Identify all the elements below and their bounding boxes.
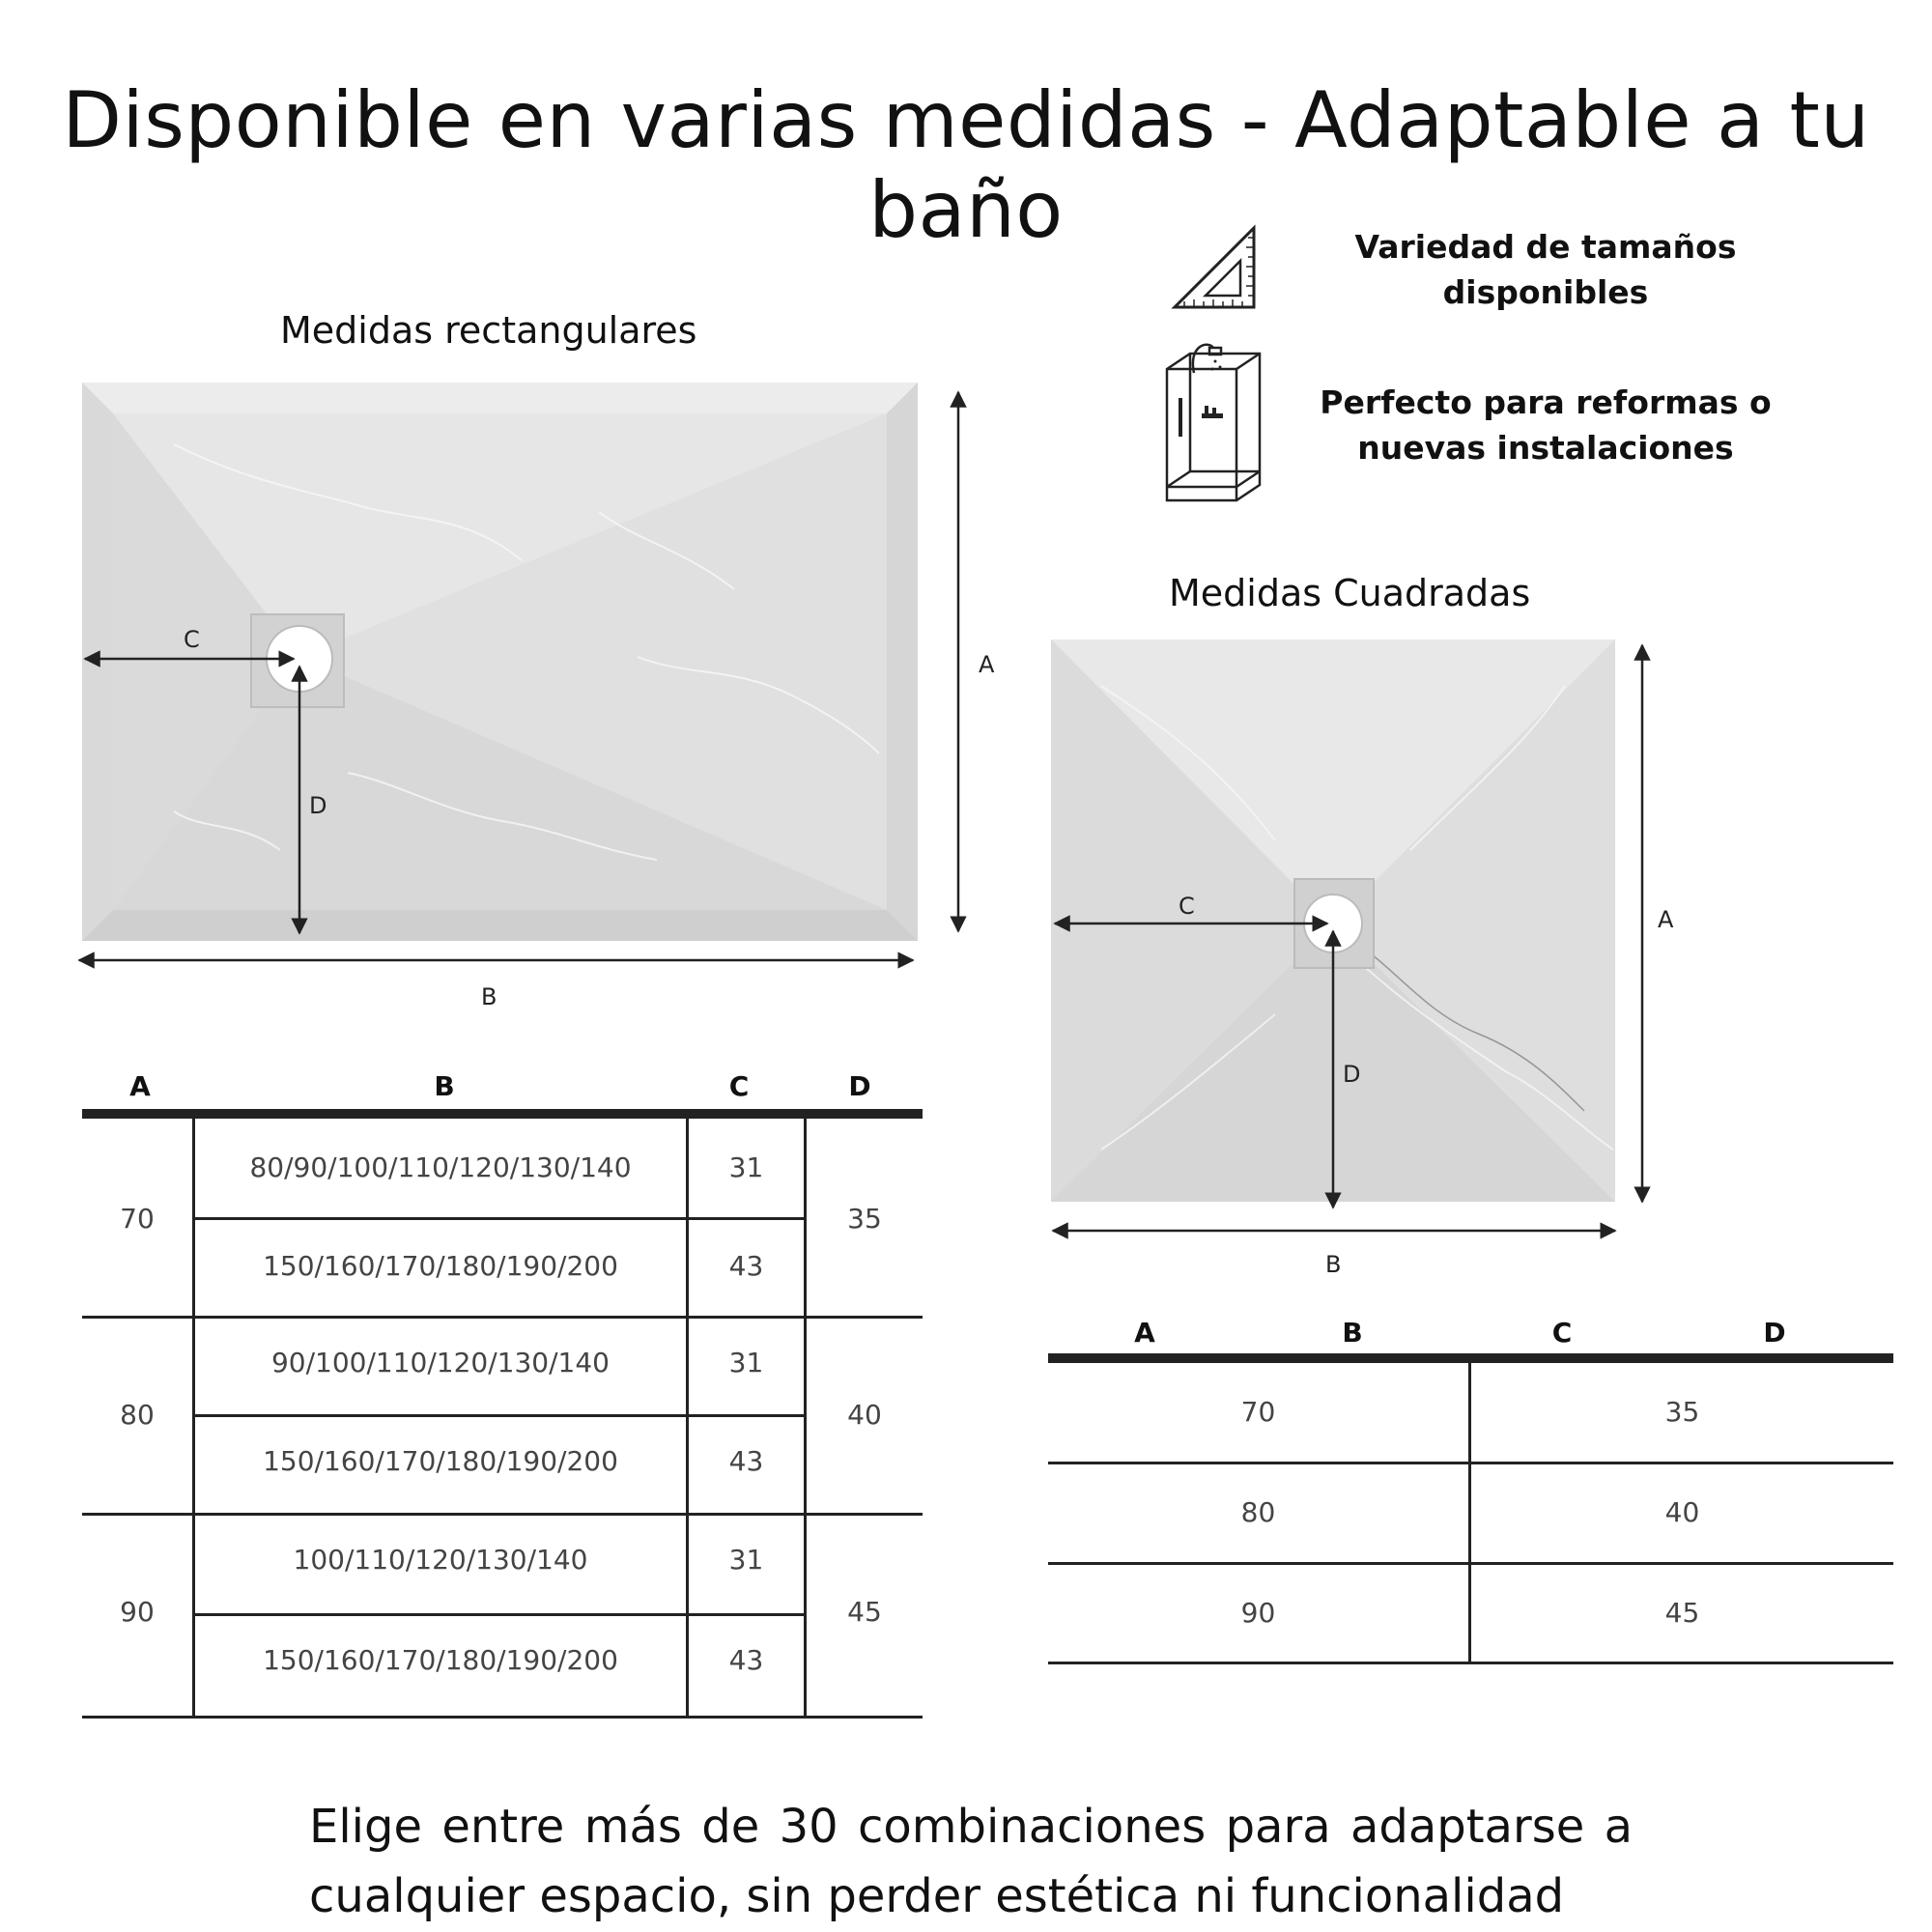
table-cell-cd: 35 [1664, 1396, 1700, 1428]
table-cell-b: 150/160/170/180/190/200 [263, 1644, 618, 1676]
table-cell-c: 43 [728, 1445, 764, 1477]
rect-dim-a-label: A [979, 651, 995, 678]
table-cell-b: 80/90/100/110/120/130/140 [249, 1151, 632, 1183]
page-title: Disponible en varias medidas - Adaptable a tu baño [62, 75, 1870, 255]
table-header-b: B [1342, 1317, 1363, 1349]
square-dim-d-label: D [1343, 1061, 1361, 1088]
table-cell-b: 90/100/110/120/130/140 [270, 1347, 610, 1378]
shower-cabin-icon [1159, 340, 1267, 512]
set-square-icon [1169, 224, 1265, 313]
table-cell-cd: 45 [1664, 1597, 1700, 1629]
table-cell-ab: 70 [1240, 1396, 1276, 1428]
table-cell-b: 150/160/170/180/190/200 [263, 1445, 618, 1477]
table-cell-c: 31 [728, 1347, 764, 1378]
feature-renovation-label: Perfecto para reformas o nuevas instalaciones [1320, 384, 1772, 467]
square-tray-diagram [1043, 628, 1719, 1285]
table-cell-a: 80 [120, 1399, 155, 1431]
table-cell-a: 70 [120, 1203, 155, 1235]
table-cell-b: 150/160/170/180/190/200 [263, 1250, 618, 1282]
table-header-d: D [848, 1070, 871, 1102]
square-size-table [1048, 1309, 1893, 1666]
rect-dim-c-label: C [184, 626, 200, 653]
table-cell-c: 43 [728, 1644, 764, 1676]
footer-description: Elige entre más de 30 combinaciones para adaptarse a cualquier espacio, sin perder estética ni funcionalidad [309, 1800, 1633, 1923]
square-dim-c-label: C [1179, 893, 1195, 920]
table-header-d: D [1763, 1317, 1786, 1349]
table-cell-d: 40 [847, 1399, 882, 1431]
rect-dim-b-label: B [481, 983, 497, 1010]
table-cell-ab: 80 [1240, 1496, 1276, 1528]
table-header-c: C [728, 1070, 750, 1102]
rectangular-tray-image [82, 383, 918, 941]
table-cell-d: 45 [847, 1596, 882, 1628]
table-cell-d: 35 [847, 1203, 882, 1235]
rect-dim-d-label: D [309, 792, 327, 819]
table-header-c: C [1551, 1317, 1573, 1349]
table-header-a: A [129, 1070, 151, 1102]
rectangular-size-table [82, 1063, 923, 1739]
square-dim-a-label: A [1658, 906, 1674, 933]
feature-sizes-label: Variedad de tamaños disponibles [1354, 228, 1737, 311]
rectangular-tray-diagram [58, 367, 1024, 1024]
table-cell-c: 43 [728, 1250, 764, 1282]
rectangular-section-label: Medidas rectangulares [280, 309, 697, 352]
table-cell-c: 31 [728, 1151, 764, 1183]
table-header-a: A [1134, 1317, 1155, 1349]
table-cell-b: 100/110/120/130/140 [293, 1544, 588, 1576]
table-cell-cd: 40 [1664, 1496, 1700, 1528]
square-dim-b-label: B [1325, 1251, 1342, 1278]
table-cell-a: 90 [120, 1596, 155, 1628]
table-cell-c: 31 [728, 1544, 764, 1576]
square-section-label: Medidas Cuadradas [1169, 572, 1531, 614]
table-cell-ab: 90 [1240, 1597, 1276, 1629]
table-header-b: B [434, 1070, 455, 1102]
